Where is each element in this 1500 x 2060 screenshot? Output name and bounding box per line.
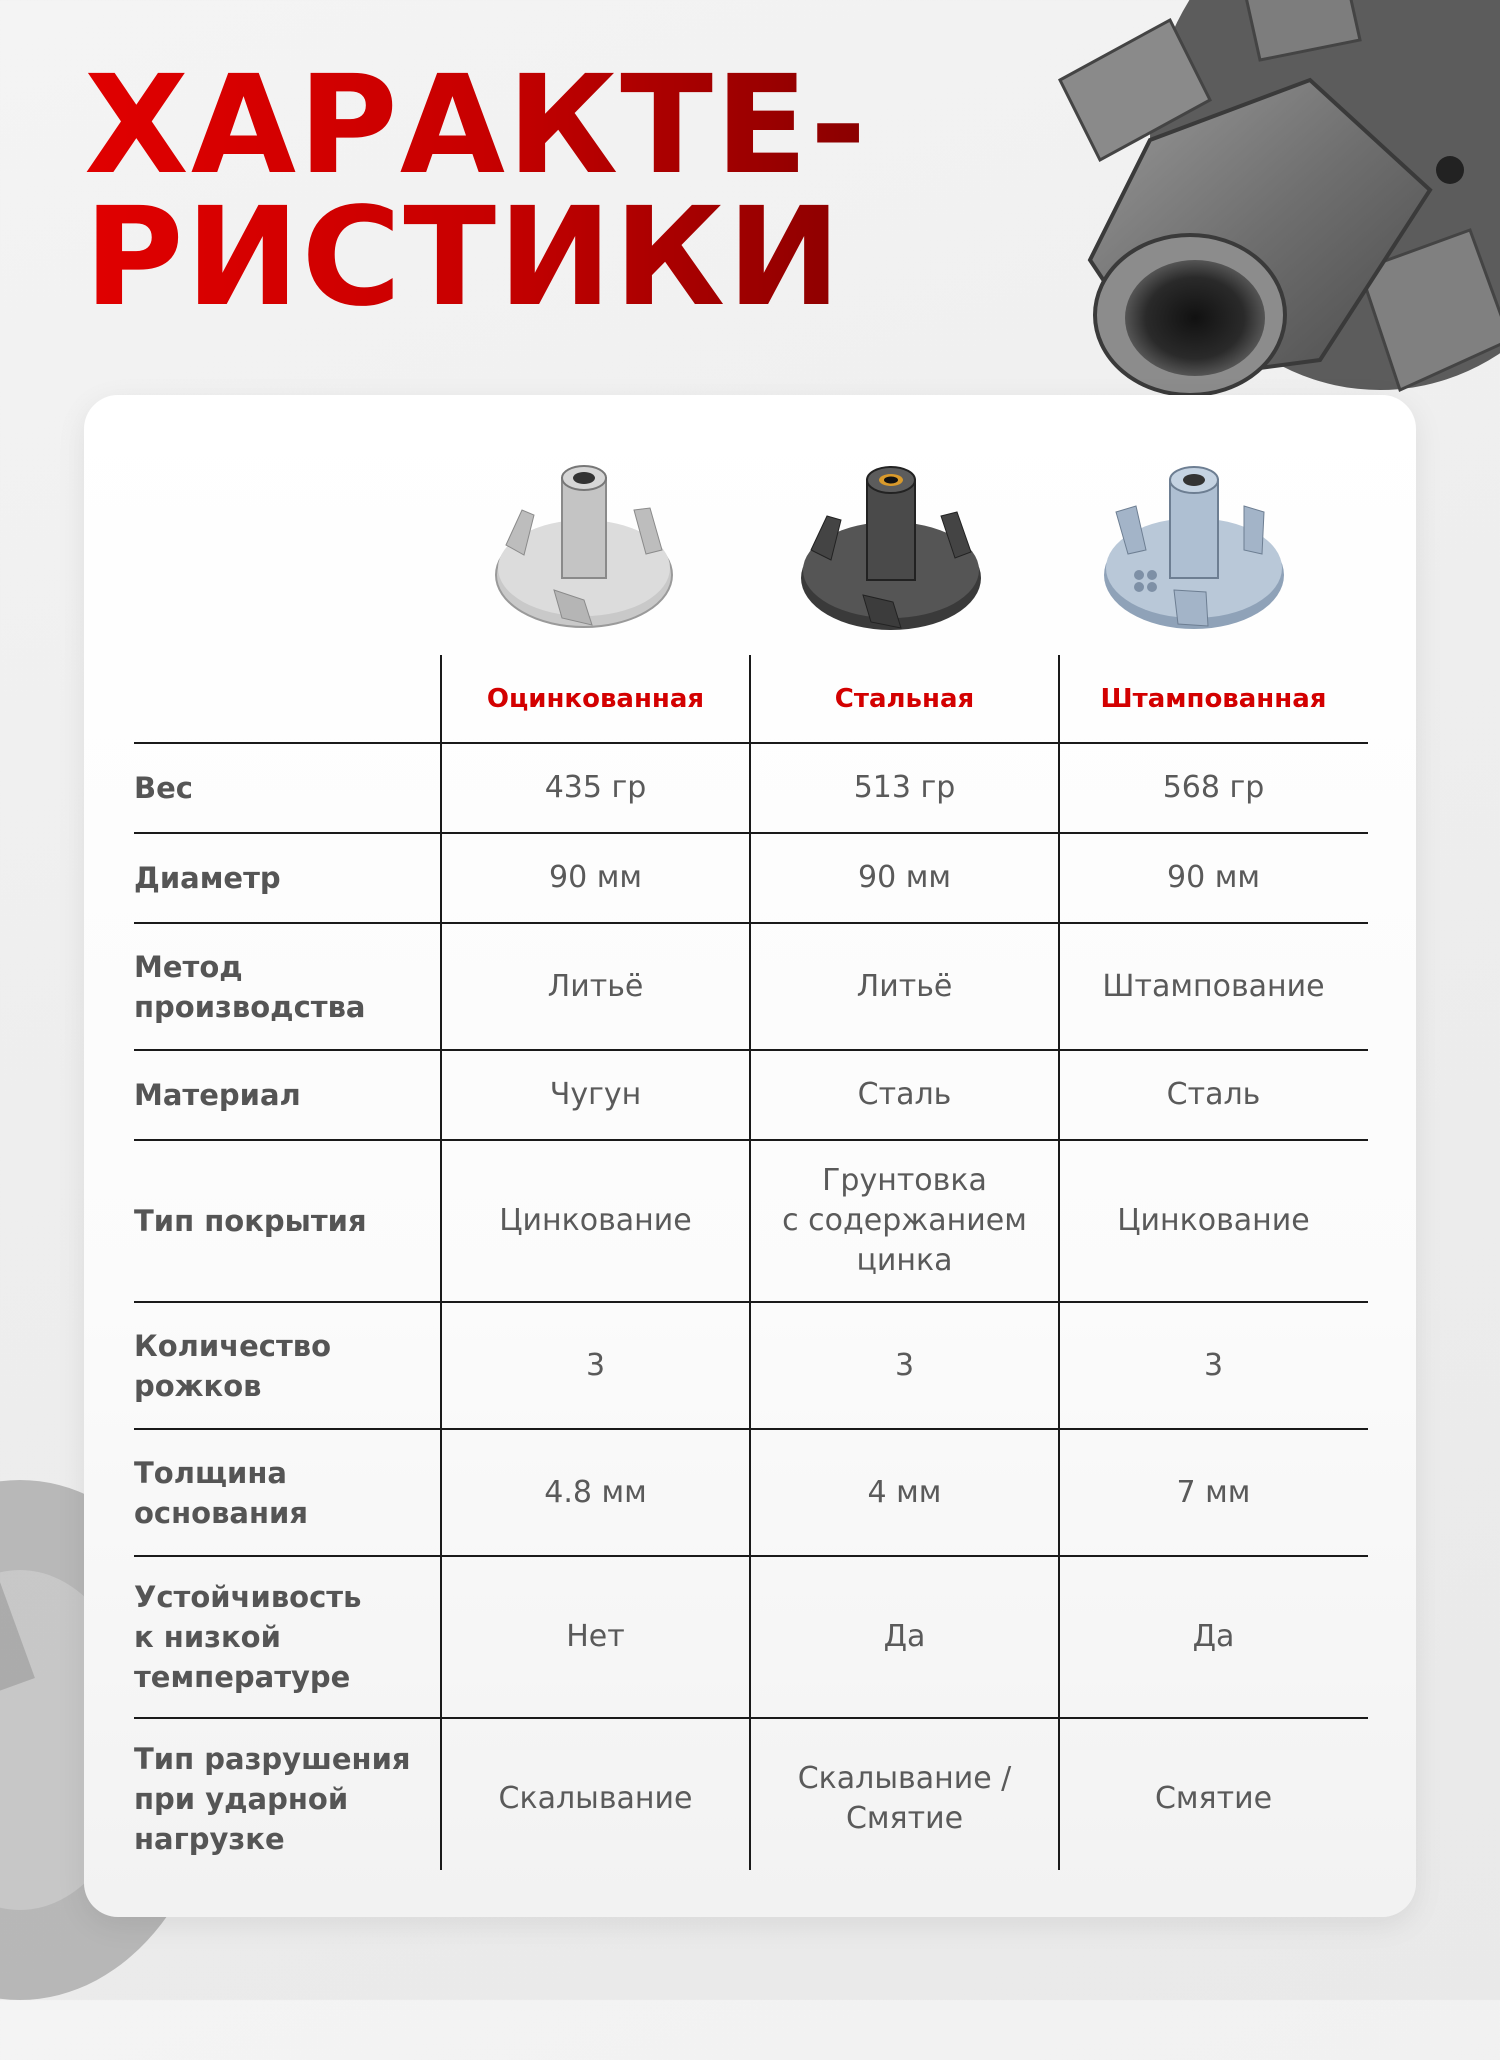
table-cell: Скалывание / Смятие xyxy=(797,1761,1012,1836)
table-cell: 3 xyxy=(894,1347,915,1383)
table-cell: Сталь xyxy=(857,1077,952,1112)
table-cell: Смятие xyxy=(1154,1781,1273,1816)
column-header-galvanized: Оцинкованная xyxy=(486,683,705,714)
row-label: Вес xyxy=(134,771,193,805)
table-cell: Нет xyxy=(566,1619,625,1654)
table-cell: Цинкование xyxy=(1117,1203,1310,1238)
table-cell: Грунтовка с содержанием цинка xyxy=(782,1163,1027,1278)
table-cell: 3 xyxy=(1203,1347,1224,1383)
table-cell: Чугун xyxy=(549,1077,642,1112)
table-cell: 568 гр xyxy=(1162,770,1265,805)
title-line-1: ХАРАКТЕ- xyxy=(84,47,869,205)
table-row xyxy=(134,744,1368,834)
table-row xyxy=(134,1719,1368,1879)
table-header-row xyxy=(134,655,1368,744)
table-cell: Штампование xyxy=(1102,968,1325,1004)
title-line-2: РИСТИКИ xyxy=(84,179,843,337)
row-label: Материал xyxy=(134,1078,301,1112)
page-title xyxy=(84,47,869,337)
table-row xyxy=(134,1141,1368,1303)
table-row xyxy=(134,834,1368,924)
table-row xyxy=(134,1303,1368,1430)
row-label: Диаметр xyxy=(134,861,281,895)
row-label: Толщина основания xyxy=(134,1455,308,1530)
table-cell: Сталь xyxy=(1166,1077,1261,1112)
row-label: Метод производства xyxy=(134,949,366,1024)
table-cell: Да xyxy=(883,1619,926,1654)
table-cell: 90 мм xyxy=(1167,860,1260,895)
row-label: Устойчивость к низкой температуре xyxy=(134,1580,362,1694)
column-header-stamped: Штампованная xyxy=(1100,683,1327,714)
table-cell: 90 мм xyxy=(549,860,642,895)
row-label: Количество рожков xyxy=(134,1328,332,1403)
table-cell: Да xyxy=(1192,1619,1235,1654)
table-cell: 513 гр xyxy=(853,770,956,805)
row-label: Тип разрушения при ударной нагрузке xyxy=(134,1742,411,1856)
specs-card xyxy=(84,395,1416,1917)
specs-table xyxy=(134,655,1368,1879)
table-cell: 4.8 мм xyxy=(544,1474,647,1510)
table-cell: 7 мм xyxy=(1176,1474,1251,1510)
row-label: Тип покрытия xyxy=(134,1204,367,1238)
table-cell: 90 мм xyxy=(858,860,951,895)
steel-nut-icon xyxy=(791,450,991,635)
table-row xyxy=(134,1430,1368,1557)
stamped-nut-icon xyxy=(1094,450,1294,635)
table-cell: 435 гр xyxy=(544,770,647,805)
table-cell: Скалывание xyxy=(498,1781,693,1816)
table-cell: 3 xyxy=(585,1347,606,1383)
table-row xyxy=(134,1557,1368,1719)
table-cell: Литьё xyxy=(547,968,644,1004)
table-cell: Цинкование xyxy=(499,1203,692,1238)
table-row xyxy=(134,924,1368,1051)
table-cell: 4 мм xyxy=(867,1474,942,1510)
column-header-steel: Стальная xyxy=(834,683,975,714)
table-cell: Литьё xyxy=(856,968,953,1004)
table-row xyxy=(134,1051,1368,1141)
galvanized-nut-icon xyxy=(484,450,684,635)
